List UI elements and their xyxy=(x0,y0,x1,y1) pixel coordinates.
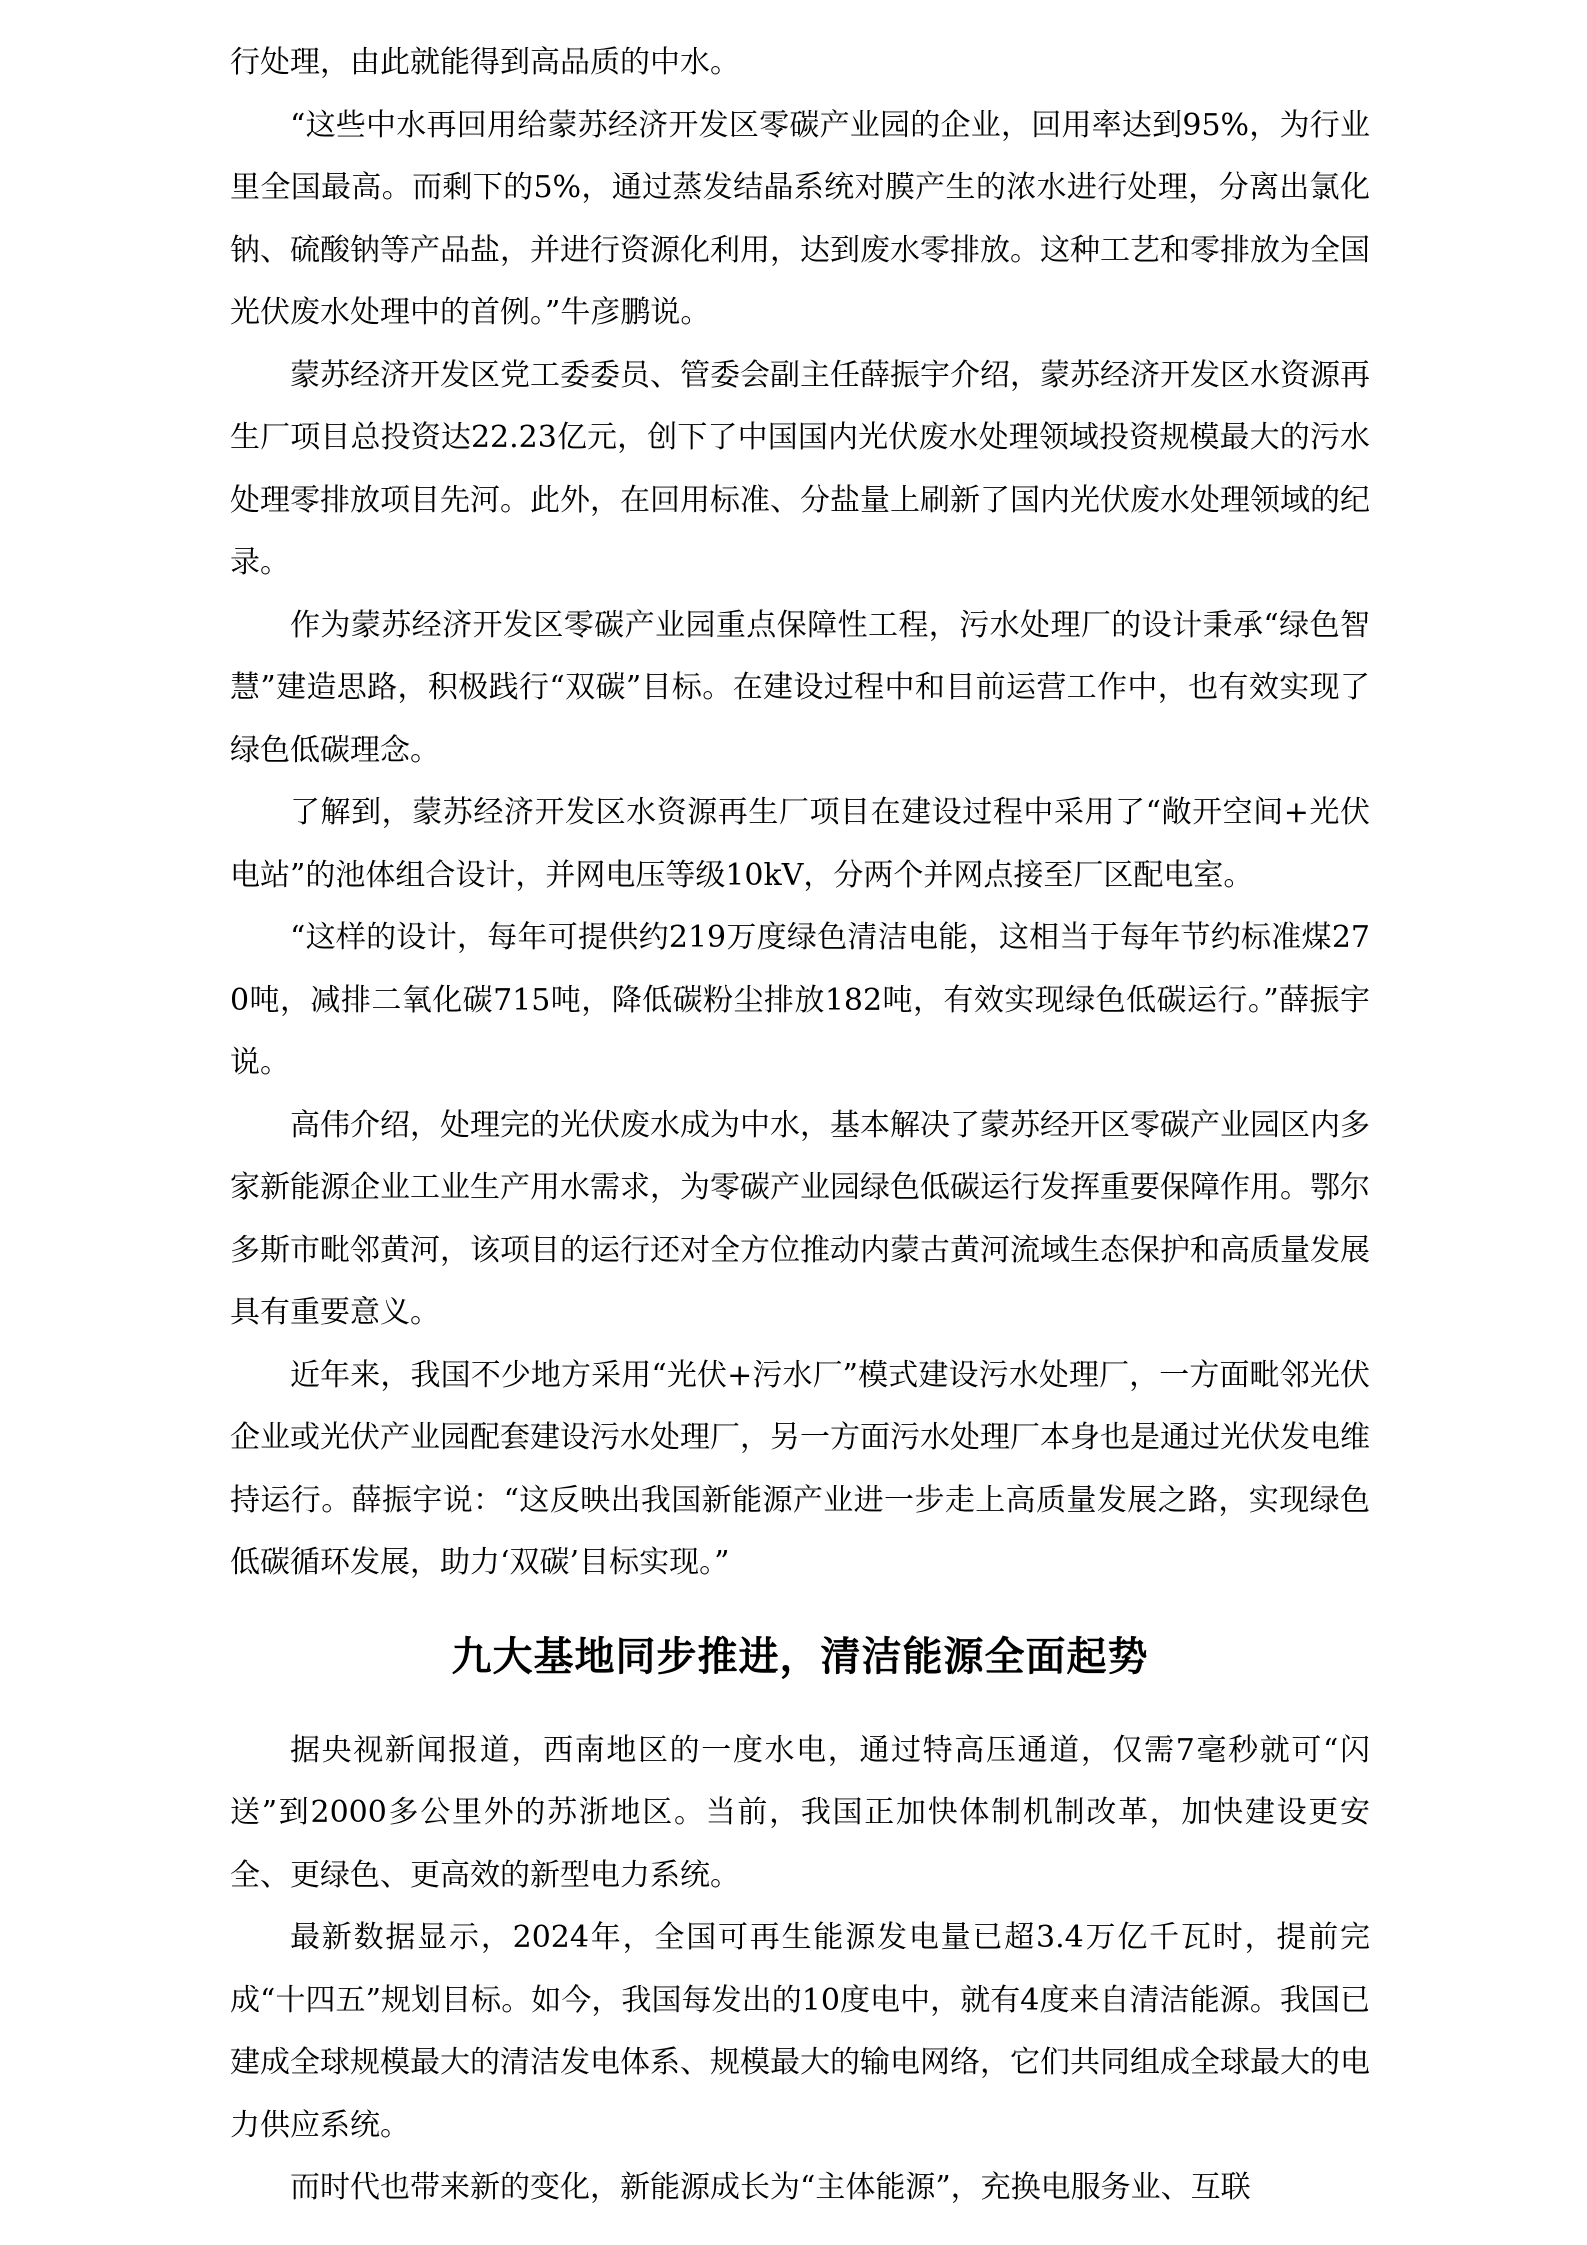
section-heading: 九大基地同步推进，清洁能源全面起势 xyxy=(451,1633,1149,1680)
paragraph: 了解到，蒙苏经济开发区水资源再生厂项目在建设过程中采用了“敞开空间+光伏电站”的池体组合设计，并网电压等级10kV，分两个并网点接至厂区配电室。 xyxy=(230,795,1370,893)
paragraph: 高伟介绍，处理完的光伏废水成为中水，基本解决了蒙苏经开区零碳产业园区内多家新能源企业工业生产用水需求，为零碳产业园绿色低碳运行发挥重要保障作用。鄂尔多斯市毗邻黄河，该项目的运行还对全方位推动内蒙古黄河流域生态保护和高质量发展具有重要意义。 xyxy=(230,1107,1370,1330)
paragraph: 据央视新闻报道，西南地区的一度水电，通过特高压通道，仅需7毫秒就可“闪送”到2000多公里外的苏浙地区。当前，我国正加快体制机制改革，加快建设更安全、更绿色、更高效的新型电力系统。 xyxy=(230,1732,1370,1893)
paragraph: 行处理，由此就能得到高品质的中水。 xyxy=(230,45,740,80)
paragraph: 作为蒙苏经济开发区零碳产业园重点保障性工程，污水处理厂的设计秉承“绿色智慧”建造思路，积极践行“双碳”目标。在建设过程中和目前运营工作中，也有效实现了绿色低碳理念。 xyxy=(230,607,1370,768)
document-page xyxy=(230,32,1370,2220)
paragraph: 最新数据显示，2024年，全国可再生能源发电量已超3.4万亿千瓦时，提前完成“十四五”规划目标。如今，我国每发出的10度电中，就有4度来自清洁能源。我国已建成全球规模最大的清洁发电体系、规模最大的输电网络，它们共同组成全球最大的电力供应系统。 xyxy=(230,1920,1370,2143)
paragraph: 而时代也带来新的变化，新能源成长为“主体能源”，充换电服务业、互联 xyxy=(290,2170,1251,2205)
paragraph: “这些中水再回用给蒙苏经济开发区零碳产业园的企业，回用率达到95%，为行业里全国最高。而剩下的5%，通过蒸发结晶系统对膜产生的浓水进行处理，分离出氯化钠、硫酸钠等产品盐，并进行资源化利用，达到废水零排放。这种工艺和零排放为全国光伏废水处理中的首例。”牛彦鹏说。 xyxy=(230,107,1370,330)
paragraph: 近年来，我国不少地方采用“光伏+污水厂”模式建设污水处理厂，一方面毗邻光伏企业或光伏产业园配套建设污水处理厂，另一方面污水处理厂本身也是通过光伏发电维持运行。薛振宇说：“这反映出我国新能源产业进一步走上高质量发展之路，实现绿色低碳循环发展，助力‘双碳’目标实现。” xyxy=(230,1357,1370,1580)
paragraph: 蒙苏经济开发区党工委委员、管委会副主任薛振宇介绍，蒙苏经济开发区水资源再生厂项目总投资达22.23亿元，创下了中国国内光伏废水处理领域投资规模最大的污水处理零排放项目先河。此外，在回用标准、分盐量上刷新了国内光伏废水处理领域的纪录。 xyxy=(230,357,1370,580)
paragraph: “这样的设计，每年可提供约219万度绿色清洁电能，这相当于每年节约标准煤270吨，减排二氧化碳715吨，降低碳粉尘排放182吨，有效实现绿色低碳运行。”薛振宇说。 xyxy=(230,920,1370,1080)
